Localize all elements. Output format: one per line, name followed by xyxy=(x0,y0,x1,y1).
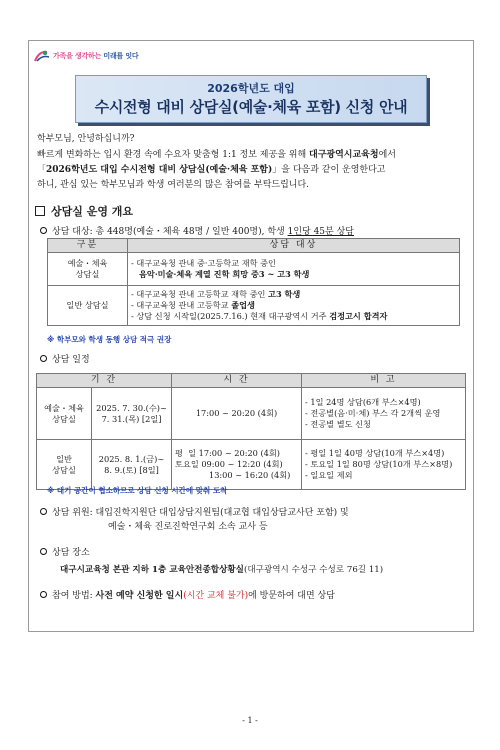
page-number: - 1 - xyxy=(242,716,258,725)
logo-text: 가족을 생각하는 미래를 잇다 xyxy=(53,52,139,60)
intro-line-1: 빠르게 변화하는 입시 환경 속에 수요자 맞춤형 1:1 정보 제공을 위해 대구광역시교육청에서 xyxy=(37,150,396,160)
note-arrival: ※ 대기 공간이 협소하므로 상담 신청 시간에 맞춰 도착 xyxy=(47,486,228,495)
table-cell: 일반 상담실 xyxy=(37,440,92,490)
place-detail: 대구시교육청 본관 지하 1층 교육안전종합상황실(대구광역시 수성구 수성로 76길 11) xyxy=(60,565,384,575)
method-bullet: 참여 방법: 사전 예약 신청한 일시(시간 교체 불가)에 방문하여 대면 상담 xyxy=(40,588,335,601)
table-cell: 예술・체육 상담실 xyxy=(37,388,92,440)
place-bullet: 상담 장소 xyxy=(40,545,90,558)
target-bullet: 상담 대상: 총 448명(예술・체육 48명 / 일반 400명), 학생 1인당 45분 상담 xyxy=(40,224,354,237)
schedule-table xyxy=(36,373,466,490)
greeting: 학부모님, 안녕하십니까? xyxy=(37,134,135,144)
table-cell: 평 일 17:00 ~ 20:20 (4회) 토요일 09:00 ~ 12:20 (4회) 13:00 ~ 16:20 (4회) xyxy=(172,440,302,490)
section-title: 상담실 운영 개요 xyxy=(51,205,134,218)
title-banner xyxy=(75,75,427,123)
table-cell: - 평일 1일 40명 상담(10개 부스×4명) - 토요일 1일 80명 상담(10개 부스×8명) - 일요일 제외 xyxy=(302,440,466,490)
checkbox-square-icon xyxy=(35,206,45,216)
circle-bullet-icon xyxy=(40,227,47,234)
logo-figure-icon xyxy=(33,49,51,63)
intro-line-2: 「2026학년도 대입 수시전형 대비 상담실(예술·체육 포함)」을 다음과 같이 운영한다고 xyxy=(37,165,386,175)
table-cell: - 대구교육청 관내 고등학교 재학 중인 고3 학생 - 대구교육청 관내 고등학교 졸업생 - 상담 신청 시작일(2025.7.16.) 현재 대구광역시 거주 검정고시 합격자 xyxy=(128,286,460,326)
circle-bullet-icon xyxy=(40,355,47,362)
note-parents: ※ 학부모와 학생 동행 상담 적극 권장 xyxy=(47,335,172,344)
target-table xyxy=(47,238,460,326)
table-header: 상담 대상 xyxy=(128,239,460,253)
members-bullet: 상담 위원: 대입진학지원단 대입상담지원팀(대교협 대입상담교사단 포함) 및 xyxy=(40,505,349,518)
circle-bullet-icon xyxy=(40,548,47,555)
table-header: 기 간 xyxy=(37,374,172,388)
table-header: 구분 xyxy=(48,239,128,253)
intro-line-3: 하니, 관심 있는 학부모님과 학생 여러분의 많은 참여를 부탁드립니다. xyxy=(37,180,310,190)
table-header: 비 고 xyxy=(302,374,466,388)
table-cell: - 1일 24명 상담(6개 부스×4명) - 전공별(음·미·체) 부스 각 2개씩 운영 - 전공별 별도 신청 xyxy=(302,388,466,440)
banner-title: 수시전형 대비 상담실(예술·체육 포함) 신청 안내 xyxy=(94,98,408,116)
section-heading xyxy=(35,203,133,219)
table-cell: 2025. 8. 1.(금)~ 8. 9.(토) [8일] xyxy=(92,440,172,490)
table-header: 시 간 xyxy=(172,374,302,388)
schedule-bullet: 상담 일정 xyxy=(40,352,90,365)
table-cell: - 대구교육청 관내 중·고등학교 재학 중인 음악·미술·체육 계열 진학 희망 중3 ~ 고3 학생 xyxy=(128,253,460,286)
table-cell: 17:00 ~ 20:20 (4회) xyxy=(172,388,302,440)
banner-subtitle: 2026학년도 대입 xyxy=(207,82,295,95)
circle-bullet-icon xyxy=(40,591,47,598)
table-cell: 예술・체육 상담실 xyxy=(48,253,128,286)
table-cell: 2025. 7. 30.(수)~ 7. 31.(목) [2일] xyxy=(92,388,172,440)
table-cell: 일반 상담실 xyxy=(48,286,128,326)
members-line-2: 예술・체육 진로진학연구회 소속 교사 등 xyxy=(108,522,268,532)
logo xyxy=(33,49,138,63)
circle-bullet-icon xyxy=(40,508,47,515)
